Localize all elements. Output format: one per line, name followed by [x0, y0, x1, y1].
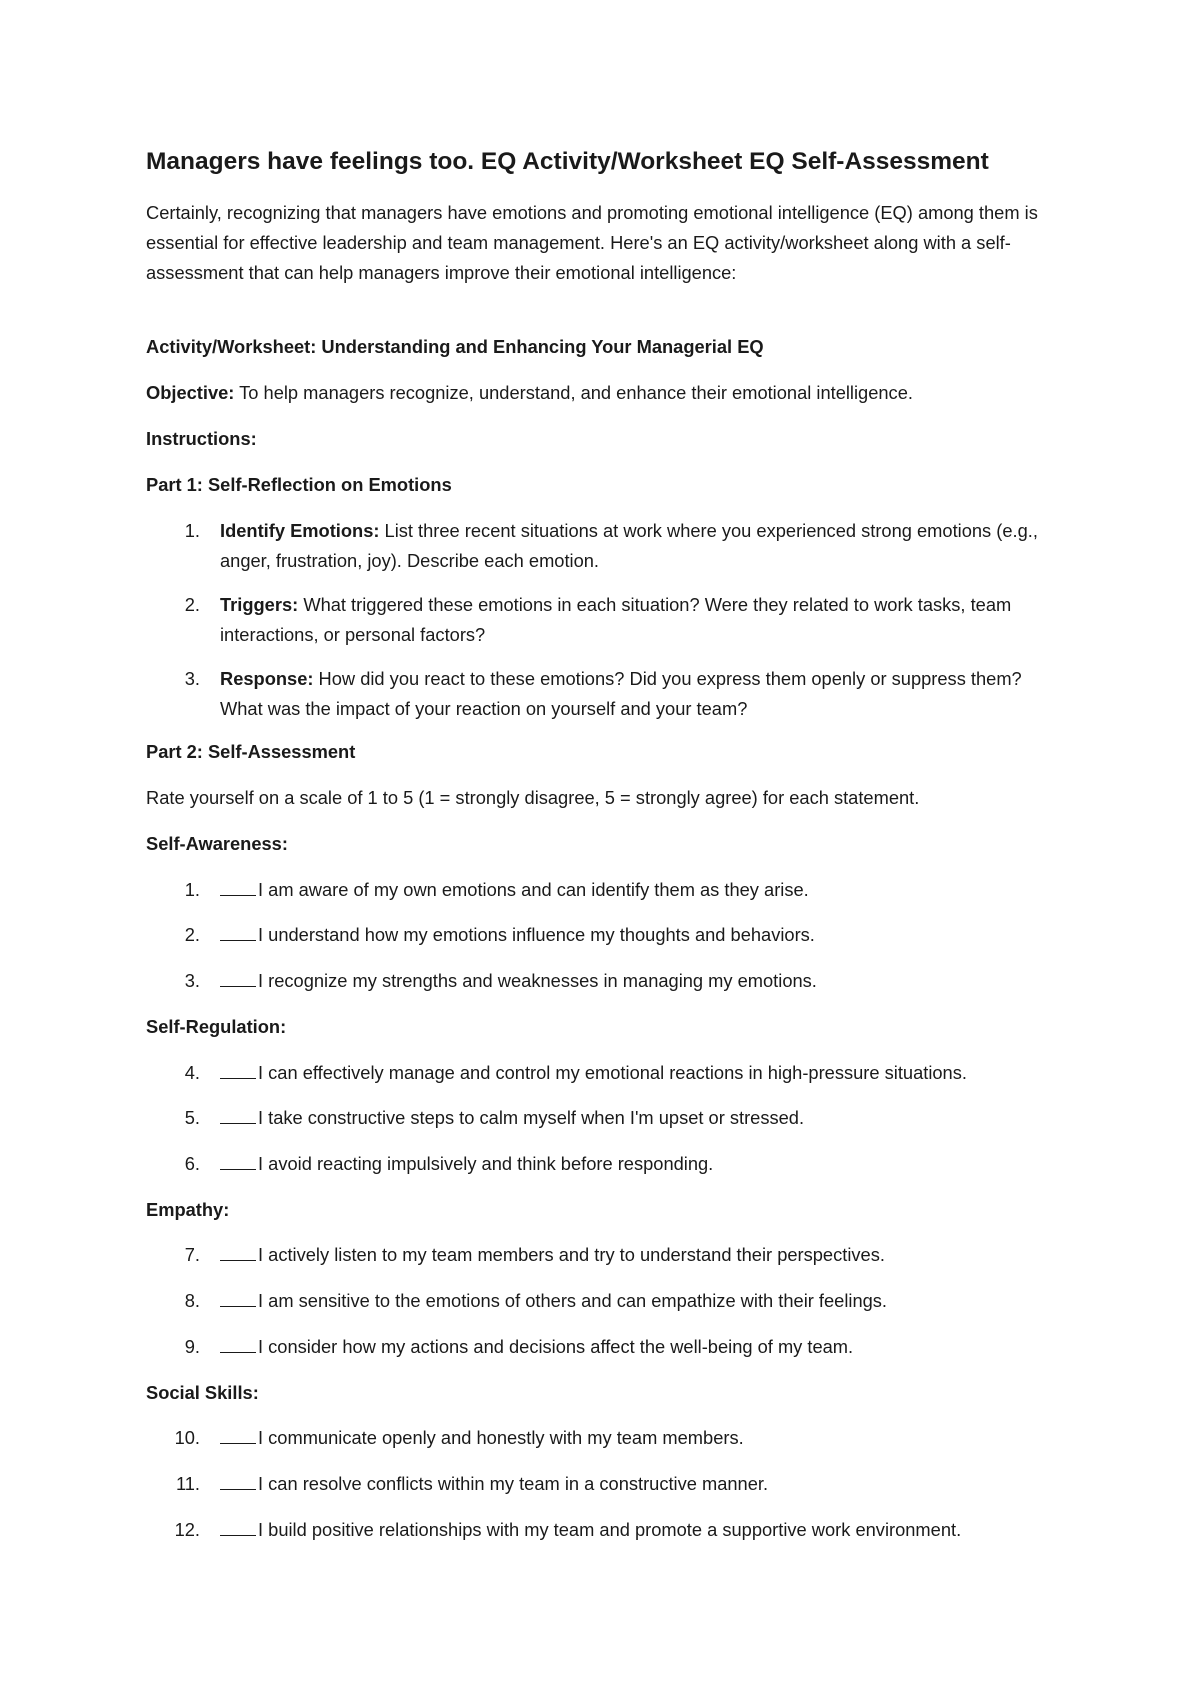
- item-body: How did you react to these emotions? Did you express them openly or suppress them? What was the impact of your reaction on yourself and your team?: [220, 668, 1022, 719]
- rating-blank[interactable]: [220, 1425, 256, 1444]
- item-number: 4.: [184, 1062, 200, 1083]
- item-line: [220, 1058, 1060, 1088]
- item-number: 7.: [184, 1244, 200, 1265]
- list-number: 1.: [184, 520, 200, 541]
- item-number: 9.: [184, 1336, 200, 1357]
- item-number: 8.: [184, 1290, 200, 1311]
- statement-text: I actively listen to my team members and try to understand their perspectives.: [258, 1244, 885, 1265]
- objective-text: To help managers recognize, understand, and enhance their emotional intelligence.: [234, 382, 913, 403]
- intro-paragraph: Certainly, recognizing that managers have emotions and promoting emotional intelligence (EQ) among them is essential for effective leadership and team management. Here's an EQ activity/worksheet along with a self-assessment that can help managers improve their emotional intelligence:: [146, 202, 1038, 283]
- list-number: 2.: [184, 594, 200, 615]
- item-number: 3.: [184, 970, 200, 991]
- list-number: 3.: [184, 668, 200, 689]
- activity-heading: Activity/Worksheet: Understanding and Enhancing Your Managerial EQ: [146, 336, 764, 357]
- list-text: [220, 590, 1060, 650]
- category-heading-self-regulation: Self-Regulation:: [146, 1016, 287, 1037]
- statement-text: I understand how my emotions influence my thoughts and behaviors.: [258, 924, 815, 945]
- item-line: [220, 1423, 1060, 1453]
- item-label: Identify Emotions:: [220, 520, 380, 541]
- item-number: 12.: [174, 1519, 200, 1540]
- item-body: List three recent situations at work where you experienced strong emotions (e.g., anger, frustration, joy). Describe each emotion.: [220, 520, 1038, 571]
- item-line: [220, 1286, 1060, 1316]
- part1-heading: Part 1: Self-Reflection on Emotions: [146, 474, 452, 495]
- rating-blank[interactable]: [220, 1517, 256, 1536]
- rating-blank[interactable]: [220, 1471, 256, 1490]
- list-text: [220, 664, 1060, 724]
- statement-text: I can resolve conflicts within my team in a constructive manner.: [258, 1473, 769, 1494]
- statement-text: I avoid reacting impulsively and think before responding.: [258, 1153, 714, 1174]
- item-line: [220, 1332, 1060, 1362]
- rating-blank[interactable]: [220, 922, 256, 941]
- rating-blank[interactable]: [220, 1288, 256, 1307]
- item-number: 2.: [184, 924, 200, 945]
- rating-blank[interactable]: [220, 1242, 256, 1261]
- category-heading-self-awareness: Self-Awareness:: [146, 833, 288, 854]
- item-label: Triggers:: [220, 594, 299, 615]
- item-line: [220, 966, 1060, 996]
- objective-label: Objective:: [146, 382, 235, 403]
- document-title: Managers have feelings too. EQ Activity/Worksheet EQ Self-Assessment: [146, 148, 989, 175]
- item-line: [220, 875, 1060, 905]
- item-number: 5.: [184, 1107, 200, 1128]
- part2-heading: Part 2: Self-Assessment: [146, 741, 356, 762]
- item-number: 1.: [184, 879, 200, 900]
- statement-text: I communicate openly and honestly with my team members.: [258, 1427, 744, 1448]
- item-line: [220, 1515, 1060, 1545]
- category-heading-social-skills: Social Skills:: [146, 1382, 259, 1403]
- rating-blank[interactable]: [220, 1334, 256, 1353]
- item-number: 11.: [175, 1473, 200, 1494]
- item-number: 6.: [184, 1153, 200, 1174]
- item-line: [220, 920, 1060, 950]
- statement-text: I consider how my actions and decisions affect the well-being of my team.: [258, 1336, 854, 1357]
- item-label: Response:: [220, 668, 314, 689]
- instructions-heading: Instructions:: [146, 428, 257, 449]
- item-number: 10.: [174, 1427, 200, 1448]
- statement-text: I take constructive steps to calm myself when I'm upset or stressed.: [258, 1107, 805, 1128]
- item-line: [220, 1469, 1060, 1499]
- rating-blank[interactable]: [220, 1151, 256, 1170]
- rating-blank[interactable]: [220, 1105, 256, 1124]
- statement-text: I can effectively manage and control my emotional reactions in high-pressure situations.: [258, 1062, 967, 1083]
- statement-text: I build positive relationships with my team and promote a supportive work environment.: [258, 1519, 962, 1540]
- objective-paragraph: [146, 378, 913, 408]
- statement-text: I am sensitive to the emotions of others and can empathize with their feelings.: [258, 1290, 888, 1311]
- item-line: [220, 1103, 1060, 1133]
- item-body: What triggered these emotions in each situation? Were they related to work tasks, team interactions, or personal factors?: [220, 594, 1012, 645]
- statement-text: I recognize my strengths and weaknesses in managing my emotions.: [258, 970, 817, 991]
- list-text: [220, 516, 1060, 576]
- part2-instruction: Rate yourself on a scale of 1 to 5 (1 = strongly disagree, 5 = strongly agree) for each statement.: [146, 787, 920, 808]
- rating-blank[interactable]: [220, 877, 256, 896]
- item-line: [220, 1240, 1060, 1270]
- statement-text: I am aware of my own emotions and can identify them as they arise.: [258, 879, 809, 900]
- rating-blank[interactable]: [220, 1060, 256, 1079]
- category-heading-empathy: Empathy:: [146, 1199, 230, 1220]
- item-line: [220, 1149, 1060, 1179]
- rating-blank[interactable]: [220, 968, 256, 987]
